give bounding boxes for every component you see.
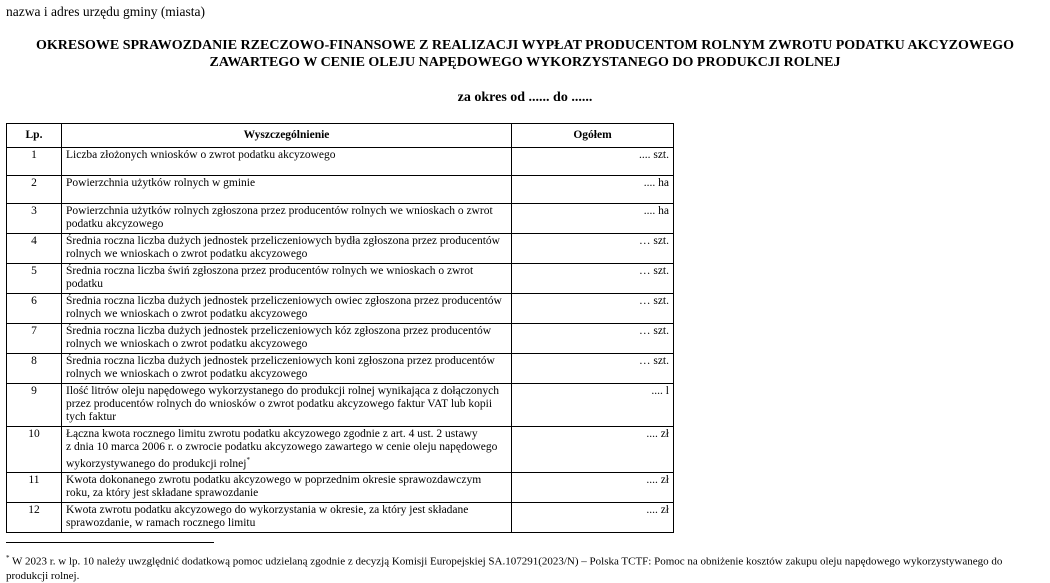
row-total-cell[interactable]: .... ha [512,176,674,204]
row-description: Średnia roczna liczba dużych jednostek przeliczeniowych koni zgłoszona przez producentów rolnych we wnioskach o zwrot podatku akcyzowego [62,354,512,384]
row-number: 10 [7,427,62,473]
table-row [7,354,674,384]
row-number: 12 [7,502,62,532]
table-row [7,502,674,532]
row-total-cell[interactable]: … szt. [512,294,674,324]
row-description: Kwota dokonanego zwrotu podatku akcyzowego w poprzednim okresie sprawozdawczym roku, za który jest składane sprawozdanie [62,472,512,502]
row-total-cell[interactable]: .... ha [512,204,674,234]
row-description: Liczba złożonych wniosków o zwrot podatku akcyzowego [62,148,512,176]
footnote-divider [6,542,214,543]
row-description: Średnia roczna liczba dużych jednostek przeliczeniowych kóz zgłoszona przez producentów rolnych we wnioskach o zwrot podatku akcyzowego [62,324,512,354]
footnote-text: W 2023 r. w lp. 10 należy uwzględnić dodatkową pomoc udzielaną zgodnie z decyzją Komisji Europejskiej SA.107291(2023/N) – Polska TCTF: Pomoc na obniżenie kosztów zakupu oleju napędowego wykorzystywanego do produkcji rolnej. [6,555,1003,582]
reporting-period: za okres od ...... do ...... [457,90,593,105]
footnote-reference-mark: * [246,456,250,464]
row-number: 4 [7,234,62,264]
table-row [7,324,674,354]
report-title-line-1: OKRESOWE SPRAWOZDANIE RZECZOWO-FINANSOWE Z REALIZACJI WYPŁAT PRODUCENTOM ROLNYM ZWROTU PODATKU AKCYZOWEGO [35,38,1015,53]
table-row [7,264,674,294]
row-description [62,427,512,473]
row-number: 6 [7,294,62,324]
row-total-cell[interactable]: … szt. [512,324,674,354]
table-row [7,384,674,427]
row-total-cell[interactable]: .... l [512,384,674,427]
office-name-label: nazwa i adres urzędu gminy (miasta) [6,4,206,19]
row-description: Powierzchnia użytków rolnych w gminie [62,176,512,204]
header-total: Ogółem [512,124,674,148]
report-table [6,123,674,533]
row-number: 8 [7,354,62,384]
report-title [0,37,1050,71]
row-description: Ilość litrów oleju napędowego wykorzystanego do produkcji rolnej wynikająca z dołączonych przez producentów rolnych do wniosków o zwrot podatku akcyzowego faktur VAT lub kopii tych faktur [62,384,512,427]
footnote [6,551,1046,583]
row-total-cell[interactable]: .... zł [512,502,674,532]
table-row [7,234,674,264]
row-description: Powierzchnia użytków rolnych zgłoszona przez producentów rolnych we wnioskach o zwrot podatku akcyzowego [62,204,512,234]
row-number: 9 [7,384,62,427]
row-total-cell[interactable]: … szt. [512,264,674,294]
row-number: 3 [7,204,62,234]
header-lp: Lp. [7,124,62,148]
report-title-line-2: ZAWARTEGO W CENIE OLEJU NAPĘDOWEGO WYKORZYSTANEGO DO PRODUKCJI ROLNEJ [209,55,841,70]
row-total-cell[interactable]: .... szt. [512,148,674,176]
row-total-cell[interactable]: … szt. [512,234,674,264]
table-header-row [7,124,674,148]
row-total-cell[interactable]: .... zł [512,427,674,473]
row-description-line-3: wykorzystywanego do produkcji rolnej [66,457,247,470]
row-description: Średnia roczna liczba dużych jednostek przeliczeniowych owiec zgłoszona przez producentów rolnych we wnioskach o zwrot podatku akcyzowego [62,294,512,324]
row-number: 5 [7,264,62,294]
row-description-line-1: Łączna kwota rocznego limitu zwrotu podatku akcyzowego zgodnie z art. 4 ust. 2 ustawy [66,428,478,440]
row-number: 11 [7,472,62,502]
header-description: Wyszczególnienie [62,124,512,148]
row-description: Średnia roczna liczba świń zgłoszona przez producentów rolnych we wnioskach o zwrot podatku [62,264,512,294]
footnote-mark: * [6,554,10,562]
table-row [7,204,674,234]
row-number: 7 [7,324,62,354]
row-number: 1 [7,148,62,176]
table-row [7,176,674,204]
table-row [7,472,674,502]
row-description: Średnia roczna liczba dużych jednostek przeliczeniowych bydła zgłoszona przez producentów rolnych we wnioskach o zwrot podatku akcyzowego [62,234,512,264]
row-total-cell[interactable]: .... zł [512,472,674,502]
row-total-cell[interactable]: … szt. [512,354,674,384]
row-description-line-2: z dnia 10 marca 2006 r. o zwrocie podatku akcyzowego zawartego w cenie oleju napędowego [66,441,498,453]
table-row [7,427,674,473]
table-row [7,148,674,176]
row-description: Kwota zwrotu podatku akcyzowego do wykorzystania w okresie, za który jest składane sprawozdanie, w ramach rocznego limitu [62,502,512,532]
row-number: 2 [7,176,62,204]
table-row [7,294,674,324]
